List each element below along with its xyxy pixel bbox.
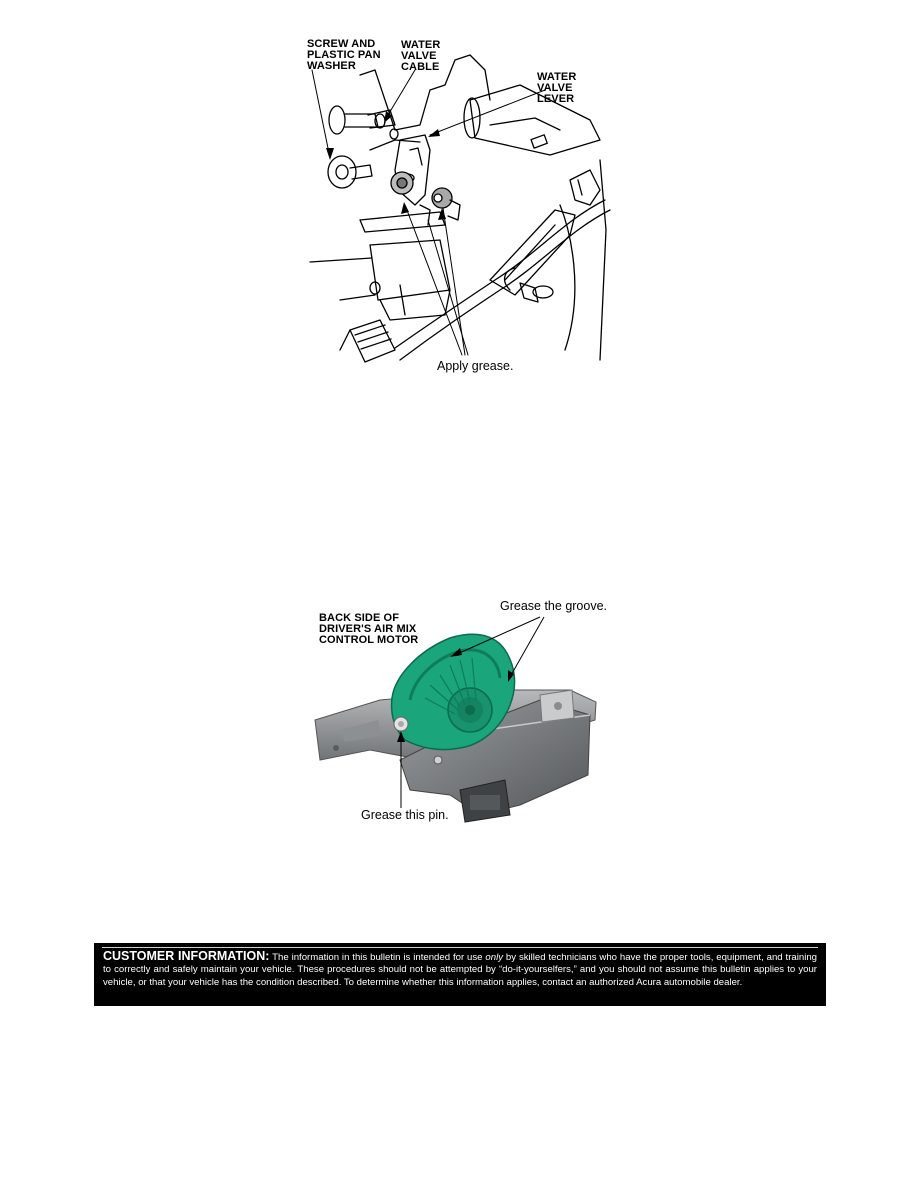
notice-text: [103, 950, 817, 989]
water-valve-cable-label: WATER VALVE CABLE: [401, 39, 441, 73]
notice-emphasis: only: [485, 952, 504, 963]
apply-grease-caption: Apply grease.: [437, 359, 514, 373]
grease-groove-caption: Grease the groove.: [500, 599, 608, 613]
air-mix-motor-figure: [300, 590, 620, 830]
notice-text-part-2: by skilled technicians who have the proper tools, equipment, and training to correctly and safely maintain your vehicle. These procedures should not be attempted by “do-it-yourselfers,” and you should not assume this bulletin applies to your vehicle, or that your vehicle has the condition described. To determine whether this information applies, contact an authorized Acura automobile dealer.: [103, 952, 817, 988]
motor-label: BACK SIDE OF DRIVER'S AIR MIX CONTROL MOTOR: [319, 612, 419, 646]
customer-information-notice: [94, 943, 826, 1006]
screw-washer-label: SCREW AND PLASTIC PAN WASHER: [307, 38, 381, 72]
notice-rule: [102, 947, 818, 948]
notice-heading: CUSTOMER INFORMATION:: [103, 949, 270, 963]
grease-pin-caption: Grease this pin.: [361, 808, 449, 822]
water-valve-diagram: [300, 30, 620, 380]
water-valve-lever-label: WATER VALVE LEVER: [537, 71, 577, 105]
notice-text-part-1: The information in this bulletin is intended for use: [272, 952, 483, 963]
